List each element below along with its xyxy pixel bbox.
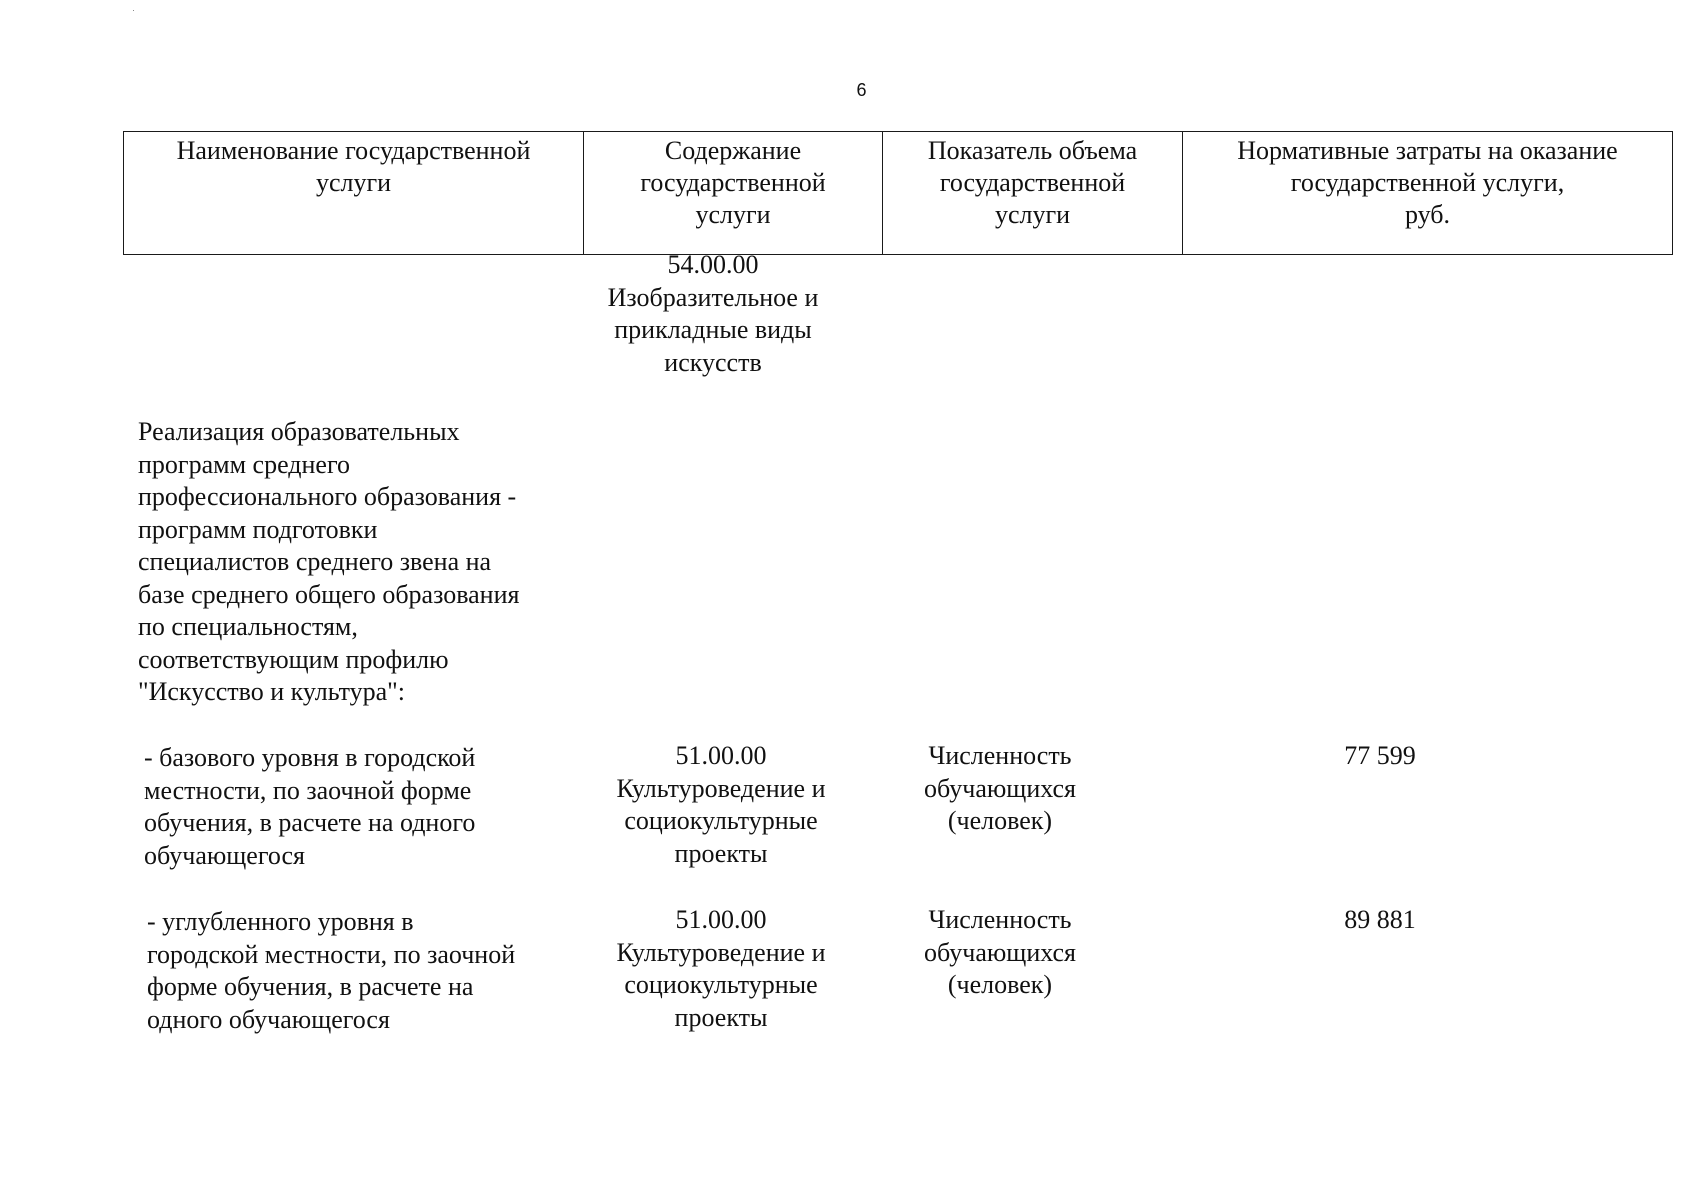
header-row xyxy=(124,132,1673,255)
item2-service-name: - углубленного уровня в городской местности, по заочной форме обучения, в расчете на одного обучающегося xyxy=(147,907,516,1034)
item2-normative-cost: 89 881 xyxy=(1344,905,1416,934)
group-service-name: Реализация образовательных программ среднего профессионального образования - программ подготовки специалистов среднего звена на базе среднего общего образования по специальностям, соответствующим профилю "Искусство и культура": xyxy=(138,417,520,706)
header-normative-costs: Нормативные затраты на оказание государственной услуги, руб. xyxy=(1183,132,1673,255)
header-service-name: Наименование государственной услуги xyxy=(124,132,584,255)
header-volume-indicator: Показатель объема государственной услуги xyxy=(883,132,1183,255)
item1-volume-indicator: Численность обучающихся (человек) xyxy=(924,741,1076,835)
table-header xyxy=(123,131,1673,255)
item2-service-content: 51.00.00 Культуроведение и социокультурные проекты xyxy=(616,905,826,1032)
item2-volume-indicator: Численность обучающихся (человек) xyxy=(924,905,1076,999)
scan-speck xyxy=(133,10,134,11)
page-number: 6 xyxy=(856,80,867,100)
item1-service-name: - базового уровня в городской местности, по заочной форме обучения, в расчете на одного обучающегося xyxy=(144,743,476,870)
item1-normative-cost: 77 599 xyxy=(1344,741,1416,770)
header-service-content: Содержание государственной услуги xyxy=(584,132,883,255)
item1-service-content: 51.00.00 Культуроведение и социокультурные проекты xyxy=(616,741,826,868)
continuation-service-content: 54.00.00 Изобразительное и прикладные виды искусств xyxy=(607,250,819,377)
